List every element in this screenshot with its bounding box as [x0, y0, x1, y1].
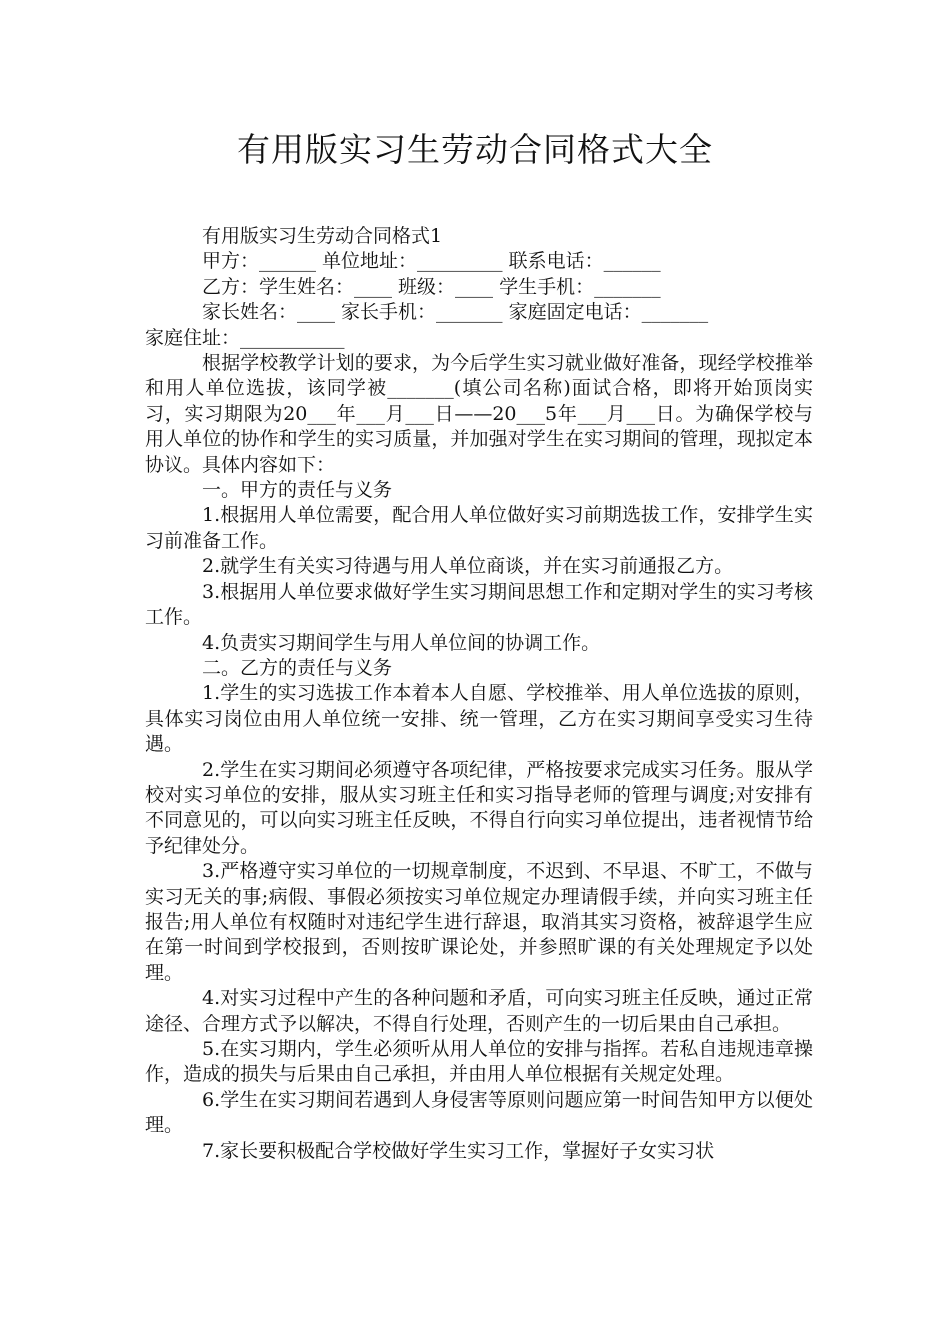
party-a-clause-2: 2.就学生有关实习待遇与用人单位商谈，并在实习前通报乙方。 — [202, 555, 734, 578]
party-b-clause-4: 4.对实习过程中产生的各种问题和矛盾，可向实习班主任反映，通过正常途径、合理方式予以解决，不得自行处理，否则产生的一切后果由自己承担。 — [145, 987, 813, 1035]
intro-paragraph: 根据学校教学计划的要求，为今后学生实习就业做好准备，现经学校推举和用人单位选拔，该同学被_______(填公司名称)面试合格，即将开始顶岗实习，实习期限为20___年___月___日——20___5年___月___日。为确保学校与用人单位的协作和学生的实习质量，并加强对学生在实习期间的管理，现拟定本协议。具体内容如下： — [145, 352, 813, 476]
party-a-clause-1: 1.根据用人单位需要，配合用人单位做好实习前期选拔工作，安排学生实习前准备工作。 — [145, 504, 813, 552]
party-b-clause-5: 5.在实习期内，学生必须听从用人单位的安排与指挥。若私自违规违章操作，造成的损失与后果由自己承担，并由用人单位根据有关规定处理。 — [145, 1038, 813, 1086]
document-title: 有用版实习生劳动合同格式大全 — [237, 130, 713, 169]
party-a-duties-heading: 一。甲方的责任与义务 — [202, 479, 393, 502]
party-a-clause-4: 4.负责实习期间学生与用人单位间的协调工作。 — [202, 631, 601, 654]
party-b-clause-3: 3.严格遵守实习单位的一切规章制度，不迟到、不早退、不旷工，不做与实习无关的事;病假、事假必须按实习单位规定办理请假手续，并向实习班主任报告;用人单位有权随时对违纪学生进行辞退，取消其实习资格，被辞退学生应在第一时间到学校报到，否则按旷课论处，并参照旷课的有关处理规定予以处理。 — [145, 860, 813, 984]
home-address-line: 家庭住址：___________ — [145, 326, 345, 349]
party-a-line: 甲方：______ 单位地址：_________ 联系电话：______ — [202, 250, 661, 273]
party-b-clause-7: 7.家长要积极配合学校做好学生实习工作，掌握好子女实习状 — [202, 1139, 715, 1162]
document-body — [145, 224, 813, 1164]
section-heading: 有用版实习生劳动合同格式1 — [202, 225, 443, 247]
party-b-clause-2: 2.学生在实习期间必须遵守各项纪律，严格按要求完成实习任务。服从学校对实习单位的安排，服从实习班主任和实习指导老师的管理与调度;对安排有不同意见的，可以向实习班主任反映，不得自行向实习单位提出，违者视情节给予纪律处分。 — [145, 758, 813, 857]
party-b-line: 乙方：学生姓名：____ 班级：____ 学生手机：_______ — [202, 275, 661, 298]
party-a-clause-3: 3.根据用人单位要求做好学生实习期间思想工作和定期对学生的实习考核工作。 — [145, 580, 813, 629]
party-b-clause-6: 6.学生在实习期间若遇到人身侵害等原则问题应第一时间告知甲方以便处理。 — [145, 1088, 813, 1137]
parent-info-line: 家长姓名：____ 家长手机：_______ 家庭固定电话：_______ — [202, 301, 709, 324]
party-b-duties-heading: 二。乙方的责任与义务 — [202, 656, 393, 679]
party-b-clause-1: 1.学生的实习选拔工作本着本人自愿、学校推举、用人单位选拔的原则，具体实习岗位由用人单位统一安排、统一管理，乙方在实习期间享受实习生待遇。 — [145, 682, 813, 756]
